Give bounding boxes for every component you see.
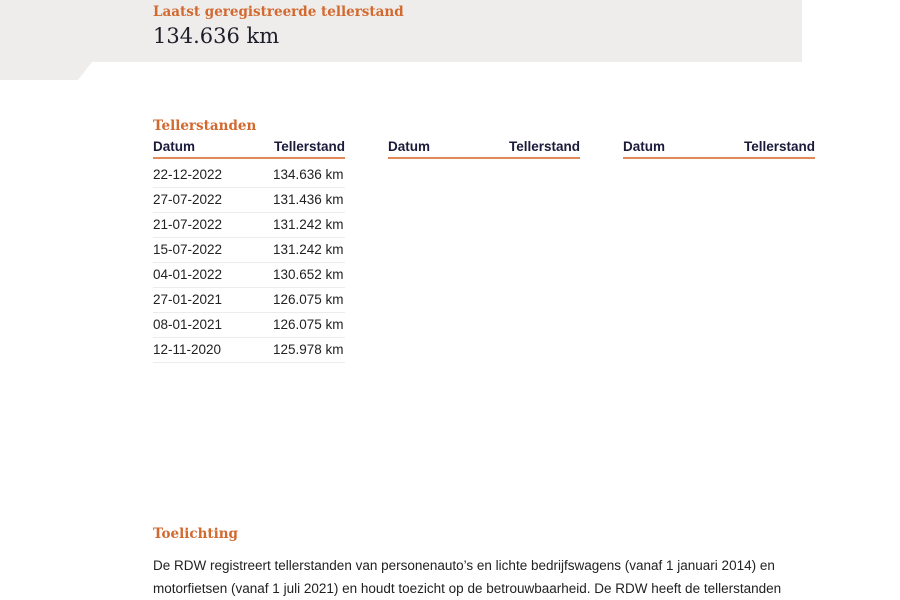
date-header: Datum	[153, 139, 196, 154]
column-header	[153, 139, 345, 159]
reading-date: 04-01-2022	[153, 267, 223, 282]
column-header	[388, 139, 580, 159]
reading-date: 22-12-2022	[153, 167, 223, 182]
readings-column-1	[153, 139, 345, 363]
reading-date: 27-01-2021	[153, 292, 223, 307]
table-row	[153, 213, 345, 238]
reading-date: 12-11-2020	[153, 342, 222, 357]
explanation-line: motorfietsen (vanaf 1 juli 2021) en houdt toezicht op de betrouwbaarheid. De RDW heeft de tellerstanden	[153, 581, 782, 596]
table-row	[153, 313, 345, 338]
value-header: Tellerstand	[273, 139, 345, 154]
readings-rows	[153, 163, 345, 363]
table-row	[153, 288, 345, 313]
table-row	[153, 163, 345, 188]
reading-value: 131.436 km	[273, 192, 344, 207]
reading-value: 134.636 km	[273, 167, 344, 182]
readings-title: Tellerstanden	[153, 118, 257, 134]
readings-column-3	[623, 139, 815, 159]
last-reading-label: Laatst geregistreerde tellerstand	[153, 4, 404, 20]
reading-date: 15-07-2022	[153, 242, 223, 257]
readings-column-2	[388, 139, 580, 159]
last-reading-value: 134.636 km	[153, 24, 280, 48]
reading-value: 125.978 km	[273, 342, 344, 357]
table-row	[153, 188, 345, 213]
reading-date: 27-07-2022	[153, 192, 223, 207]
value-header: Tellerstand	[743, 139, 815, 154]
date-header: Datum	[388, 139, 431, 154]
table-row	[153, 263, 345, 288]
explanation-text	[153, 554, 833, 600]
explanation-line: De RDW registreert tellerstanden van personenauto’s en lichte bedrijfswagens (vanaf 1 januari 2014) en	[153, 558, 775, 573]
reading-value: 130.652 km	[273, 267, 344, 282]
column-header	[623, 139, 815, 159]
reading-value: 126.075 km	[273, 317, 344, 332]
table-row	[153, 338, 345, 363]
reading-date: 08-01-2021	[153, 317, 223, 332]
table-row	[153, 238, 345, 263]
value-header: Tellerstand	[508, 139, 580, 154]
explanation-title: Toelichting	[153, 526, 239, 542]
reading-value: 131.242 km	[273, 242, 344, 257]
reading-date: 21-07-2022	[153, 217, 223, 232]
date-header: Datum	[623, 139, 666, 154]
reading-value: 126.075 km	[273, 292, 344, 307]
reading-value: 131.242 km	[273, 217, 344, 232]
